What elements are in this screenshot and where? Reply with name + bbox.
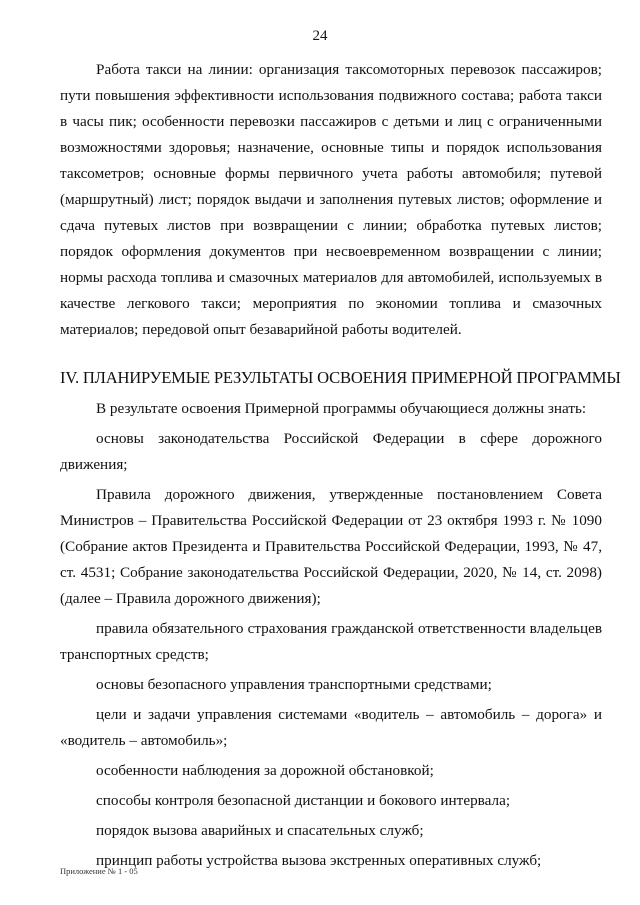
- list-item: порядок вызова аварийных и спасательных служб;: [96, 822, 424, 839]
- list-item: способы контроля безопасной дистанции и бокового интервала;: [96, 792, 511, 809]
- section-heading: IV. ПЛАНИРУЕМЫЕ РЕЗУЛЬТАТЫ ОСВОЕНИЯ ПРИМЕРНОЙ ПРОГРАММЫ: [60, 368, 621, 387]
- list-item: Правила дорожного движения, утвержденные постановлением Совета Министров – Правительства Российской Федерации от 23 октября 1993 г. № 1090 (Собрание актов Президента и Правительства Российской Федерации, 1993, № 47, ст. 4531; Собрание законодательства Российской Федерации, 2020, № 14, ст. 2098) (далее – Правила дорожного движения);: [60, 486, 602, 607]
- list-item: особенности наблюдения за дорожной обстановкой;: [96, 762, 434, 779]
- list-item: основы безопасного управления транспортными средствами;: [96, 676, 492, 693]
- list-item: правила обязательного страхования гражданской ответственности владельцев транспортных средств;: [60, 620, 602, 663]
- taxi-work-paragraph: Работа такси на линии: организация таксомоторных перевозок пассажиров; пути повышения эффективности использования подвижного состава; работа такси в часы пик; особенности перевозки пассажиров с детьми и лиц с ограниченными возможностями здоровья; назначение, основные типы и порядок использования таксометров; основные формы первичного учета работы автомобиля; путевой (маршрутный) лист; порядок выдачи и заполнения путевых листов; оформление и сдача путевых листов при возвращении с линии; обработка путевых листов; порядок оформления документов при несвоевременном возвращении с линии; нормы расхода топлива и смазочных материалов для автомобилей, используемых в качестве легкового такси; мероприятия по экономии топлива и смазочных материалов; передовой опыт безаварийной работы водителей.: [60, 61, 602, 338]
- learning-outcomes-list: [60, 396, 602, 874]
- list-item: цели и задачи управления системами «водитель – автомобиль – дорога» и «водитель – автомобиль»;: [60, 706, 602, 749]
- list-item: принцип работы устройства вызова экстренных оперативных служб;: [96, 852, 542, 869]
- list-item: основы законодательства Российской Федерации в сфере дорожного движения;: [60, 430, 602, 473]
- footer-note: Приложение № 1 - 05: [60, 866, 138, 876]
- list-lead: В результате освоения Примерной программы обучающиеся должны знать:: [96, 400, 587, 417]
- page-number: 24: [312, 28, 328, 44]
